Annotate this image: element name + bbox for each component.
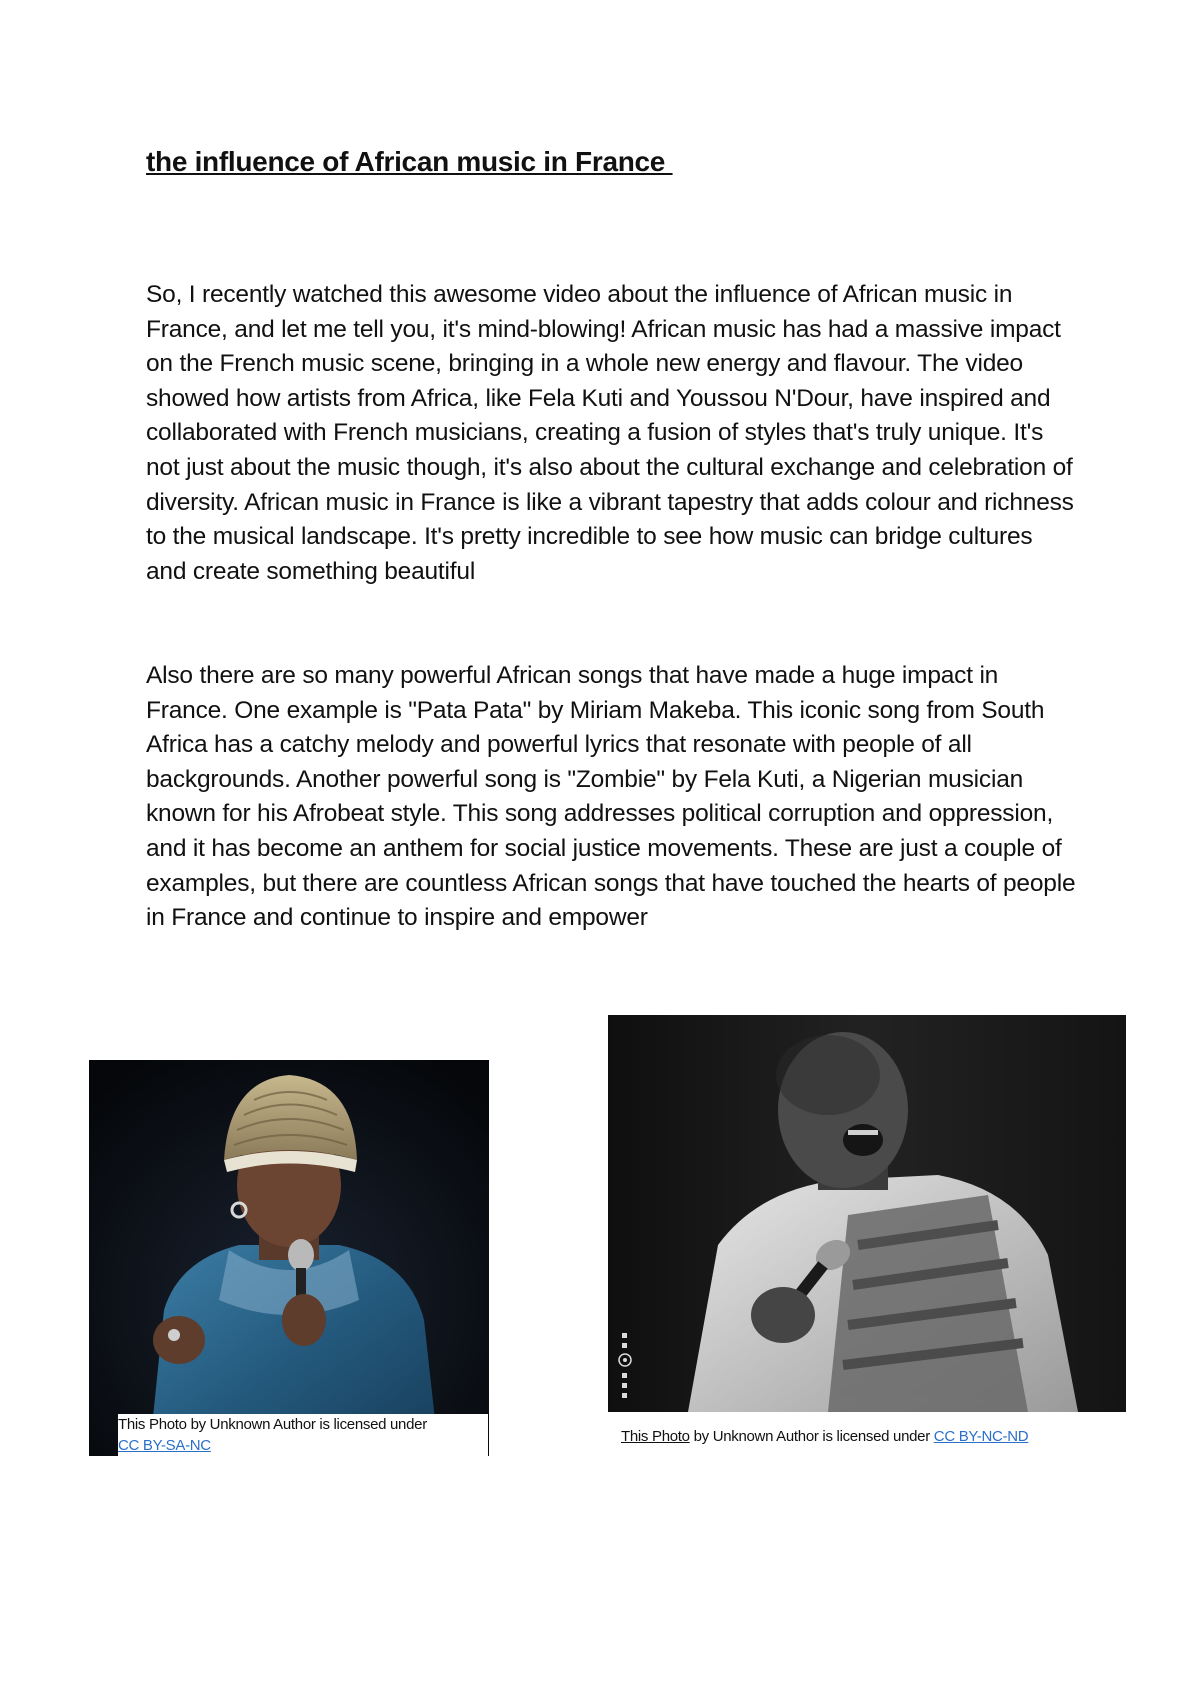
photo-1-license-link[interactable]: CC BY-SA-NC: [118, 1437, 211, 1454]
paragraph-1: So, I recently watched this awesome video about the influence of African music in France, and let me tell you, it's mind-blowing! African music has had a massive impact on the French music scene, bringing in a whole new energy and flavour. The video showed how artists from Africa, like Fela Kuti and Youssou N'Dour, have inspired and collaborated with French musicians, creating a fusion of styles that's truly unique. It's not just about the music though, it's also about the cultural exchange and celebration of diversity. African music in France is like a vibrant tapestry that adds colour and richness to the musical landscape. It's pretty incredible to see how music can bridge cultures and create something beautiful: [146, 281, 1074, 585]
photo-2-caption: [621, 1428, 1028, 1445]
photo-1-caption: [118, 1414, 488, 1456]
photo-1-caption-text: This Photo by Unknown Author is licensed under: [118, 1416, 427, 1433]
photo-singer-microphone: [608, 1015, 1126, 1412]
photo-2-license-link[interactable]: CC BY-NC-ND: [933, 1428, 1029, 1445]
photo-singer-headwrap: [89, 1060, 489, 1456]
document-title: the influence of African music in France: [146, 146, 673, 177]
paragraph-2: Also there are so many powerful African songs that have made a huge impact in France. One example is "Pata Pata" by Miriam Makeba. This iconic song from South Africa has a catchy melody and powerful lyrics that resonate with people of all backgrounds. Another powerful song is "Zombie" by Fela Kuti, a Nigerian musician known for his Afrobeat style. This song addresses political corruption and oppression, and it has become an anthem for social justice movements. These are just a couple of examples, but there are countless African songs that have touched the hearts of people in France and continue to inspire and empower: [146, 662, 1076, 932]
photo-2-caption-link[interactable]: This Photo: [621, 1428, 690, 1445]
photo-2-caption-text: by Unknown Author is licensed under: [689, 1428, 934, 1445]
